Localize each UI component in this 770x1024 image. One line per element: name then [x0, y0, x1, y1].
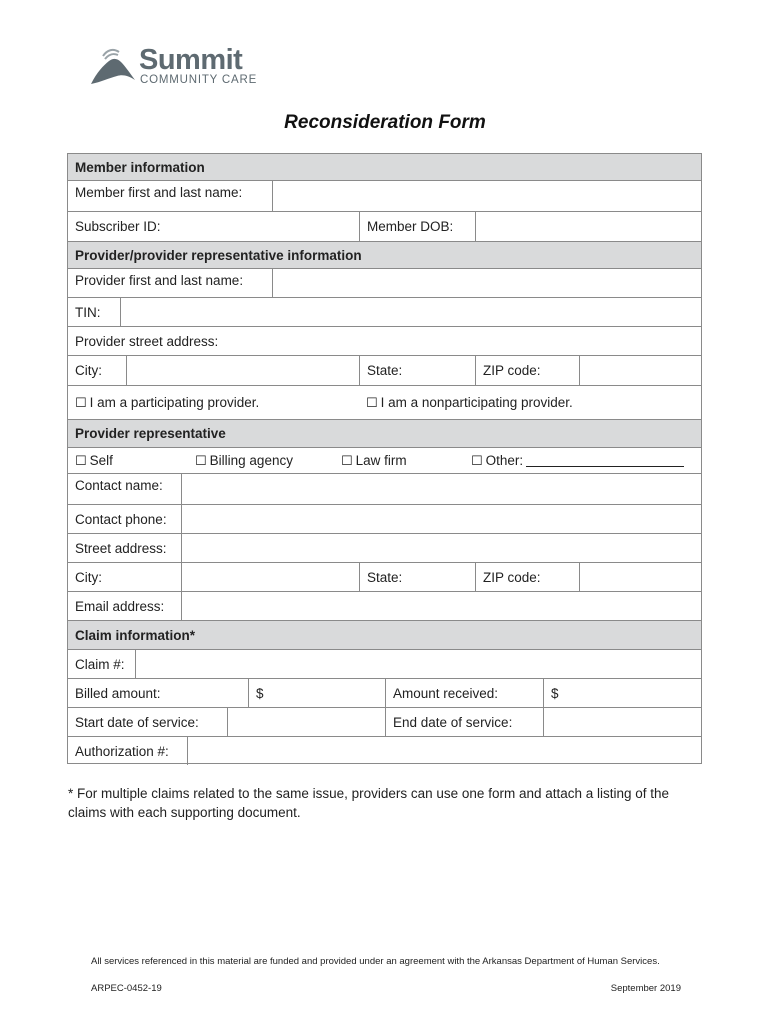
contact-phone-label: Contact phone: — [75, 511, 167, 527]
footnote: * For multiple claims related to the same issue, providers can use one form and attach a listing of the claims with each supporting document. — [68, 786, 670, 820]
contact-phone-row — [68, 505, 701, 534]
rep-city-label: City: — [75, 569, 102, 585]
member-dob-label: Member DOB: — [359, 212, 475, 241]
provider-city-row — [68, 356, 701, 386]
end-date-label: End date of service: — [385, 708, 543, 736]
tin-row — [68, 298, 701, 327]
rep-street-field[interactable] — [181, 534, 701, 562]
currency-prefix: $ — [256, 685, 264, 701]
checkbox-icon: ☐ — [471, 452, 483, 468]
member-dob-field[interactable] — [475, 212, 701, 241]
participation-row — [68, 386, 701, 420]
provider-state-label: State: — [359, 356, 475, 385]
claim-number-row — [68, 650, 701, 679]
tin-field[interactable] — [120, 298, 701, 326]
rep-zip-label: ZIP code: — [475, 563, 579, 591]
mountain-logo-icon — [89, 44, 137, 90]
subscriber-id-label: Subscriber ID: — [75, 219, 161, 234]
rep-city-field[interactable] — [181, 563, 359, 591]
start-date-field[interactable] — [227, 708, 385, 736]
section-title: Claim information* — [75, 627, 196, 643]
rep-email-field[interactable] — [181, 592, 701, 620]
section-title: Member information — [75, 159, 205, 175]
rep-zip-field[interactable] — [579, 563, 701, 591]
amount-row — [68, 679, 701, 708]
rep-state-label: State: — [359, 563, 475, 591]
footer — [91, 955, 681, 994]
member-name-label: Member first and last name: — [75, 185, 243, 200]
provider-name-field[interactable] — [272, 269, 701, 297]
tin-label: TIN: — [75, 304, 101, 320]
contact-name-row — [68, 474, 701, 505]
rep-street-label: Street address: — [75, 540, 167, 556]
authorization-row — [68, 737, 701, 765]
form-date: September 2019 — [610, 983, 681, 994]
checkbox-icon: ☐ — [75, 394, 87, 410]
claim-number-label: Claim #: — [75, 656, 125, 672]
logo-subtitle: COMMUNITY CARE — [140, 74, 258, 86]
contact-phone-field[interactable] — [181, 505, 701, 533]
currency-prefix: $ — [551, 685, 559, 701]
start-date-label: Start date of service: — [75, 714, 199, 730]
checkbox-icon: ☐ — [195, 452, 207, 468]
contact-name-label: Contact name: — [75, 478, 163, 493]
checkbox-icon: ☐ — [75, 452, 87, 468]
contact-name-field[interactable] — [181, 474, 701, 504]
provider-name-label: Provider first and last name: — [75, 273, 244, 288]
other-input-line[interactable] — [526, 454, 684, 467]
member-name-field[interactable] — [272, 181, 701, 211]
representative-section-header — [68, 420, 701, 448]
provider-address-label: Provider street address: — [75, 333, 219, 349]
option-label: Other: — [485, 453, 524, 468]
provider-zip-field[interactable] — [579, 356, 701, 385]
option-label: Law firm — [355, 453, 407, 468]
member-section-header — [68, 154, 701, 181]
provider-city-field[interactable] — [126, 356, 359, 385]
rep-email-row — [68, 592, 701, 621]
nonparticipating-label: I am a nonparticipating provider. — [380, 395, 573, 410]
provider-zip-label: ZIP code: — [475, 356, 579, 385]
provider-city-label: City: — [75, 363, 102, 378]
authorization-field[interactable] — [187, 737, 701, 765]
service-dates-row — [68, 708, 701, 737]
participating-checkbox[interactable] — [68, 386, 359, 419]
amount-received-label: Amount received: — [385, 679, 543, 707]
law-firm-checkbox[interactable] — [334, 448, 464, 473]
provider-name-row — [68, 269, 701, 298]
authorization-label: Authorization #: — [75, 743, 169, 759]
rep-email-label: Email address: — [75, 598, 165, 614]
billed-amount-field[interactable] — [248, 679, 385, 707]
provider-address-row[interactable] — [68, 327, 701, 356]
other-checkbox[interactable] — [464, 448, 701, 473]
billed-amount-label: Billed amount: — [75, 685, 161, 701]
nonparticipating-checkbox[interactable] — [359, 386, 701, 419]
rep-city-row — [68, 563, 701, 592]
option-label: Billing agency — [209, 453, 293, 468]
checkbox-icon: ☐ — [341, 452, 353, 468]
form-code: ARPEC-0452-19 — [91, 983, 162, 994]
section-title: Provider/provider representative information — [75, 247, 362, 263]
provider-section-header — [68, 242, 701, 269]
section-title: Provider representative — [75, 426, 226, 441]
footer-disclaimer: All services referenced in this material are funded and provided under an agreement with the Arkansas Department of Human Services. — [91, 956, 660, 967]
member-name-row — [68, 181, 701, 212]
claim-number-field[interactable] — [135, 650, 701, 678]
reconsideration-form — [67, 153, 702, 764]
page-title: Reconsideration Form — [284, 112, 486, 133]
self-checkbox[interactable] — [68, 448, 178, 473]
amount-received-field[interactable] — [543, 679, 701, 707]
checkbox-icon: ☐ — [366, 394, 378, 410]
representative-type-row — [68, 448, 701, 474]
end-date-field[interactable] — [543, 708, 701, 736]
logo — [89, 42, 269, 92]
participating-label: I am a participating provider. — [89, 395, 260, 410]
rep-street-row — [68, 534, 701, 563]
option-label: Self — [89, 453, 113, 468]
billing-agency-checkbox[interactable] — [188, 448, 338, 473]
member-id-row — [68, 212, 701, 242]
logo-name: Summit — [139, 44, 243, 76]
claim-section-header — [68, 621, 701, 650]
